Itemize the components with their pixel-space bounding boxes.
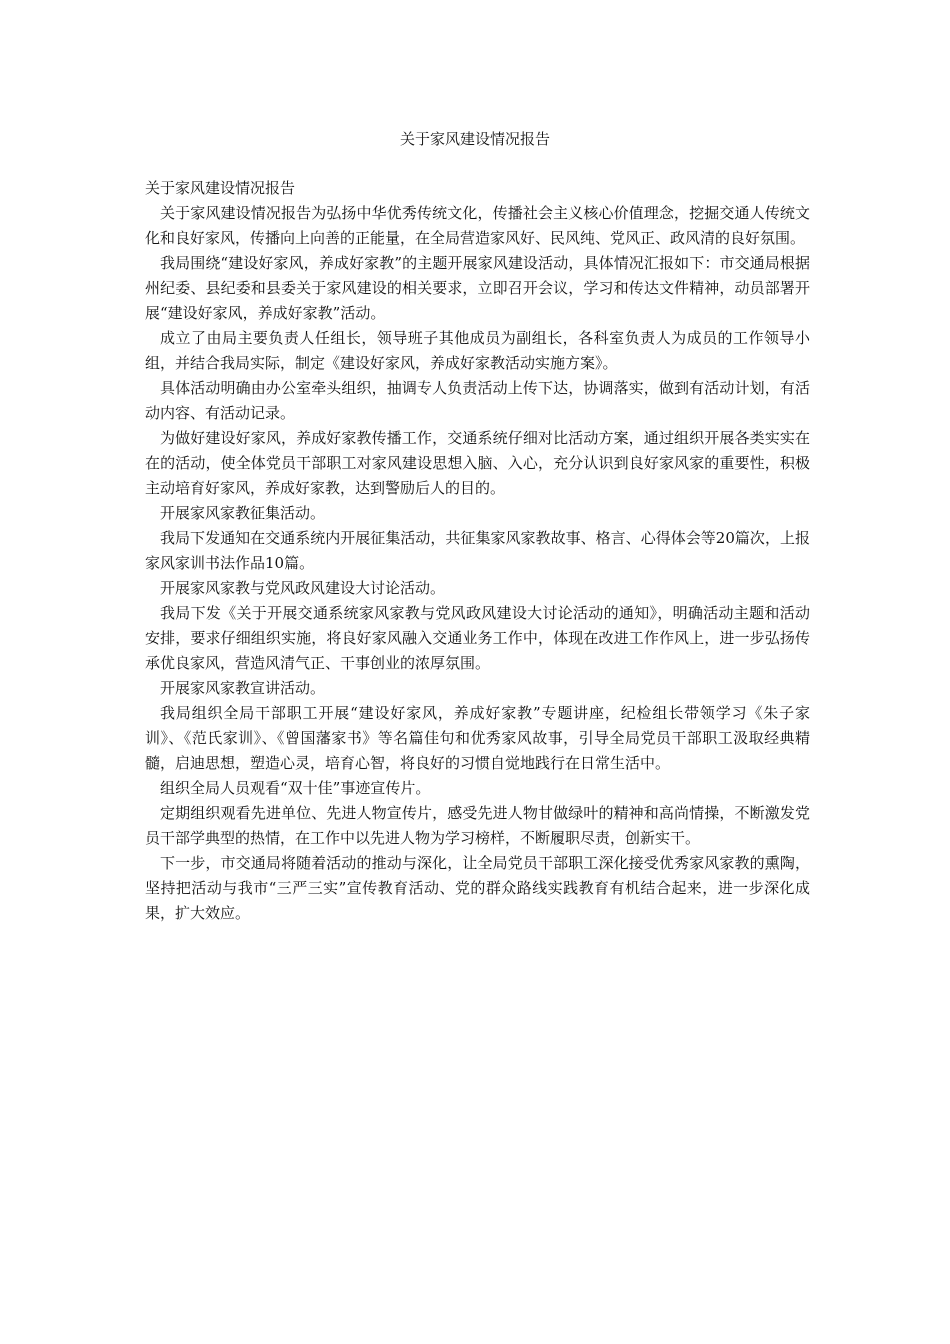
paragraph: 为做好建设好家风，养成好家教传播工作，交通系统仔细对比活动方案，通过组织开展各类实实在在的活动，使全体党员干部职工对家风建设思想入脑、入心，充分认识到良好家风家的重要性，积极主动培育好家风，养成好家教，达到警励后人的目的。 <box>145 429 810 497</box>
paragraph: 我局围绕“建设好家风，养成好家教”的主题开展家风建设活动，具体情况汇报如下：市交通局根据州纪委、县纪委和县委关于家风建设的相关要求，立即召开会议，学习和传达文件精神，动员部署开展“建设好家风，养成好家教”活动。 <box>145 254 810 322</box>
paragraph: 下一步，市交通局将随着活动的推动与深化，让全局党员干部职工深化接受优秀家风家教的熏陶，坚持把活动与我市“三严三实”宣传教育活动、党的群众路线实践教育有机结合起来，进一步深化成果，扩大效应。 <box>145 854 810 922</box>
paragraph: 我局下发《关于开展交通系统家风家教与党风政风建设大讨论活动的通知》，明确活动主题和活动安排，要求仔细组织实施，将良好家风融入交通业务工作中，体现在改进工作作风上，进一步弘扬传承优良家风，营造风清气正、干事创业的浓厚氛围。 <box>145 604 810 672</box>
document-subtitle: 关于家风建设情况报告 <box>145 179 296 197</box>
section-heading: 组织全局人员观看“双十佳”事迹宣传片。 <box>160 779 431 797</box>
section-heading: 开展家风家教与党风政风建设大讨论活动。 <box>160 579 446 597</box>
paragraph: 关于家风建设情况报告为弘扬中华优秀传统文化，传播社会主义核心价值理念，挖掘交通人传统文化和良好家风，传播向上向善的正能量，在全局营造家风好、民风纯、党风正、政风清的良好氛围。 <box>145 204 810 247</box>
document-body <box>145 176 810 926</box>
paragraph: 具体活动明确由办公室牵头组织，抽调专人负责活动上传下达，协调落实，做到有活动计划，有活动内容、有活动记录。 <box>145 379 810 422</box>
paragraph: 我局下发通知在交通系统内开展征集活动，共征集家风家教故事、格言、心得体会等20篇次，上报家风家训书法作品10篇。 <box>145 529 810 572</box>
paragraph: 定期组织观看先进单位、先进人物宣传片，感受先进人物甘做绿叶的精神和高尚情操，不断激发党员干部学典型的热情，在工作中以先进人物为学习榜样，不断履职尽责，创新实干。 <box>145 804 810 847</box>
section-heading: 开展家风家教宣讲活动。 <box>160 679 326 697</box>
paragraph: 成立了由局主要负责人任组长，领导班子其他成员为副组长，各科室负责人为成员的工作领导小组，并结合我局实际，制定《建设好家风，养成好家教活动实施方案》。 <box>145 329 810 372</box>
document-title: 关于家风建设情况报告 <box>399 130 550 148</box>
paragraph: 我局组织全局干部职工开展“建设好家风，养成好家教”专题讲座，纪检组长带领学习《朱子家训》、《范氏家训》、《曾国藩家书》等名篇佳句和优秀家风故事，引导全局党员干部职工汲取经典精髓，启迪思想，塑造心灵，培育心智，将良好的习惯自觉地践行在日常生活中。 <box>145 704 810 772</box>
section-heading: 开展家风家教征集活动。 <box>160 504 326 522</box>
